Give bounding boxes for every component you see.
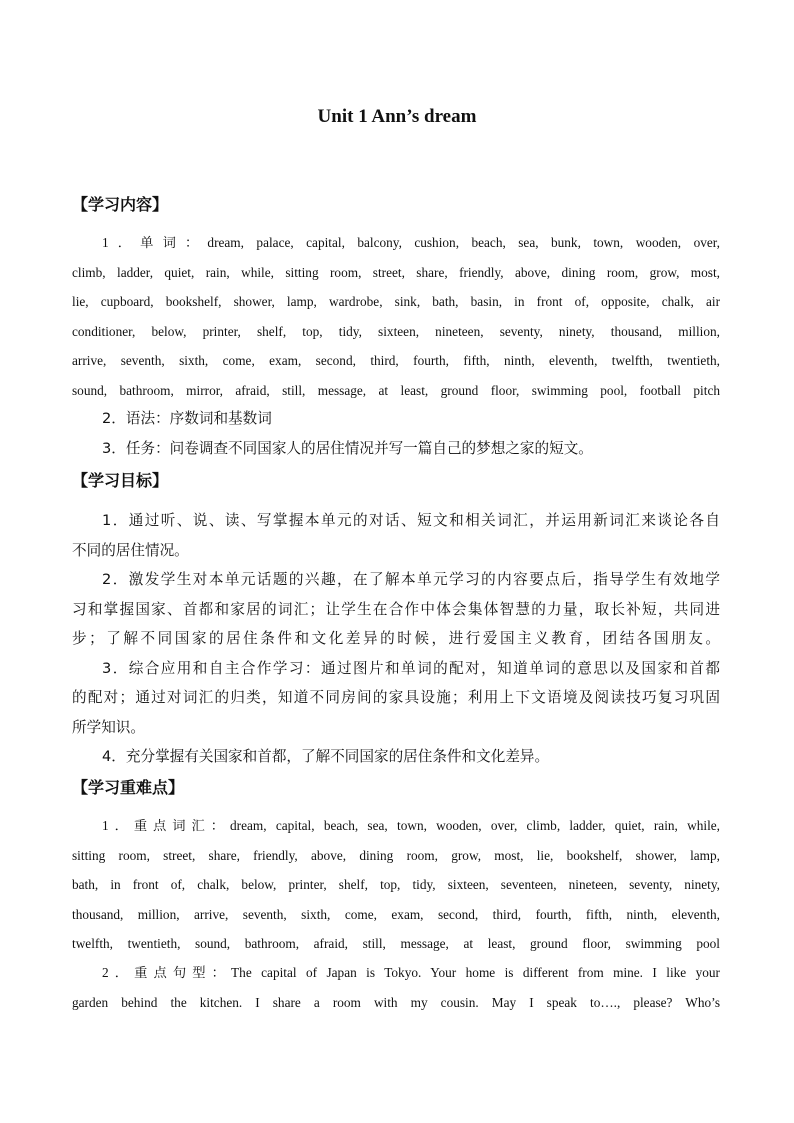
section-heading-key-points: 【学习重难点】 — [72, 778, 185, 797]
goal-line: 习和掌握国家、首都和家居的词汇；让学生在合作中体会集体智慧的力量，取长补短，共同进 — [72, 600, 720, 618]
text-line: sound, bathroom, mirror, afraid, still, message, at least, ground floor, swimming pool, football pitch — [72, 382, 720, 398]
content-grammar-task — [72, 404, 720, 463]
text-line: garden behind the kitchen. I share a room with my cousin. May I speak to…., please? Who’s — [72, 994, 720, 1010]
task-line: 3．任务：问卷调查不同国家人的居住情况并写一篇自己的梦想之家的短文。 — [102, 439, 593, 457]
goal-line: 3．综合应用和自主合作学习：通过图片和单词的配对，知道单词的意思以及国家和首都 — [102, 659, 720, 677]
section-heading-goals: 【学习目标】 — [72, 471, 169, 490]
key-sentences — [72, 958, 720, 1017]
text-line: twelfth, twentieth, sound, bathroom, afraid, still, message, at least, ground floor, swimming pool — [72, 936, 720, 951]
text-line: climb, ladder, quiet, rain, while, sitting room, street, share, friendly, above, dining room, grow, most, — [72, 264, 720, 280]
text-line: arrive, seventh, sixth, come, exam, second, third, fourth, fifth, ninth, eleventh, twelfth, twentieth, — [72, 353, 720, 368]
content-vocabulary — [72, 228, 720, 405]
grammar-line: 2．语法：序数词和基数词 — [102, 410, 272, 427]
goal-line: 不同的居住情况。 — [72, 541, 189, 559]
goal-line: 所学知识。 — [72, 718, 145, 736]
text-line: conditioner, below, printer, shelf, top, tidy, sixteen, nineteen, seventy, ninety, thousand, million, — [72, 323, 720, 339]
text-line: bath, in front of, chalk, below, printer, shelf, top, tidy, sixteen, seventeen, nineteen, seventy, ninety, — [72, 877, 720, 892]
text-line: 2．重点句型：The capital of Japan is Tokyo. Your home is different from mine. I like your — [102, 965, 720, 980]
goal-line: 步；了解不同国家的居住条件和文化差异的时候，进行爱国主义教育，团结各国朋友。 — [72, 630, 720, 647]
text-line: thousand, million, arrive, seventh, sixth, come, exam, second, third, fourth, fifth, ninth, eleventh, — [72, 906, 720, 922]
text-line: 1．重点词汇：dream, capital, beach, sea, town, wooden, over, climb, ladder, quiet, rain, while, — [102, 818, 720, 833]
goals-list — [72, 506, 720, 772]
goal-line: 4．充分掌握有关国家和首都，了解不同国家的居住条件和文化差异。 — [102, 748, 550, 765]
goal-line: 1．通过听、说、读、写掌握本单元的对话、短文和相关词汇，并运用新词汇来谈论各自 — [102, 512, 720, 529]
text-line: lie, cupboard, bookshelf, shower, lamp, wardrobe, sink, bath, basin, in front of, opposite, chalk, air — [72, 294, 720, 309]
section-heading-content: 【学习内容】 — [72, 195, 169, 214]
text-line: 1．单词：dream, palace, capital, balcony, cushion, beach, sea, bunk, town, wooden, over, — [102, 235, 720, 250]
goal-line: 的配对；通过对词汇的归类，知道不同房间的家具设施；利用上下文语境及阅读技巧复习巩固 — [72, 689, 720, 706]
key-vocabulary — [72, 811, 720, 959]
text-line: sitting room, street, share, friendly, above, dining room, grow, most, lie, bookshelf, shower, lamp, — [72, 847, 720, 863]
page-title: Unit 1 Ann’s dream — [317, 106, 477, 127]
goal-line: 2．激发学生对本单元话题的兴趣，在了解本单元学习的内容要点后，指导学生有效地学 — [102, 571, 720, 588]
